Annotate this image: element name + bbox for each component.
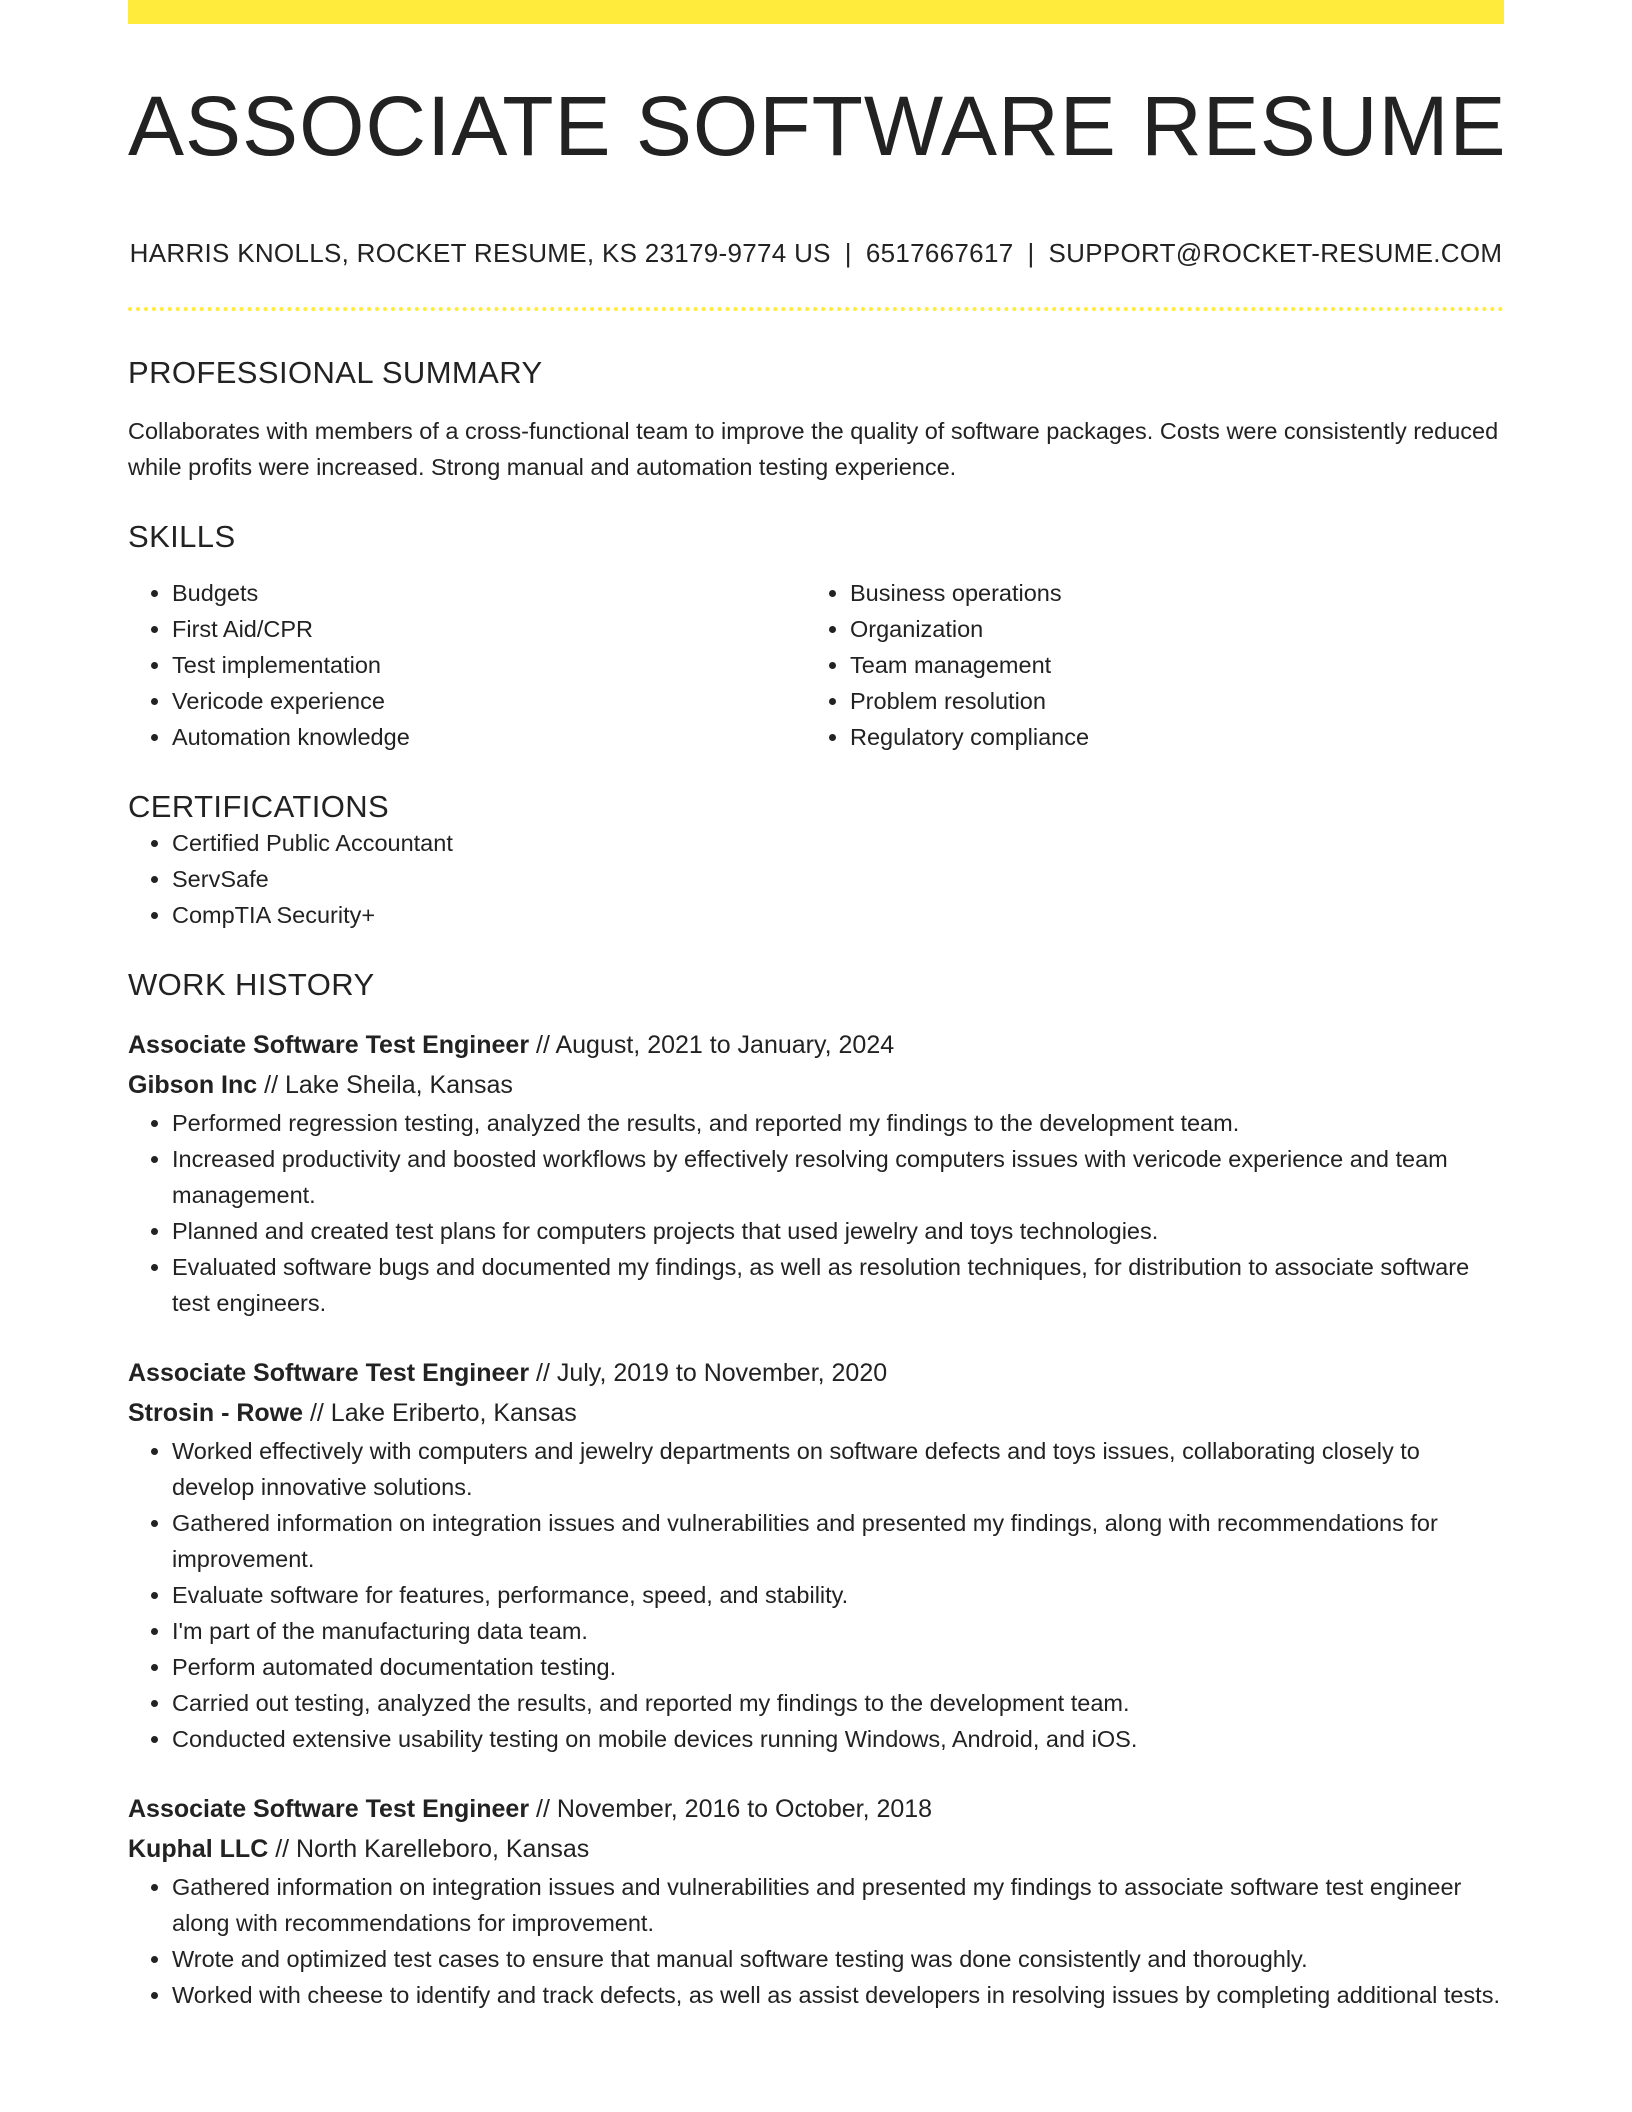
job-entry	[128, 1025, 1504, 1321]
contact-separator: |	[1027, 238, 1035, 269]
skills-list-left	[128, 575, 806, 755]
skills-grid	[128, 575, 1504, 755]
job-bullet: • Increased productivity and boosted workflows by effectively resolving computers issues with vericode experience and team management.	[172, 1141, 1504, 1213]
contact-phone: 6517667617	[865, 238, 1014, 269]
job-company: Strosin - Rowe	[128, 1399, 304, 1428]
skill-item: • Organization	[850, 611, 1484, 647]
job-bullet: • Gathered information on integration issues and vulnerabilities and presented my findings, along with recommendations for improvement.	[172, 1505, 1504, 1577]
skills-column-right	[806, 575, 1484, 755]
summary-text: Collaborates with members of a cross-functional team to improve the quality of software packages. Costs were consistently reduced while profits were increased. Strong manual and automation testing experience.	[128, 418, 1499, 481]
job-bullet: • Gathered information on integration issues and vulnerabilities and presented my findings to associate software test engineer along with recommendations for improvement.	[172, 1869, 1504, 1941]
dotted-divider	[128, 307, 1504, 311]
job-location: // North Karelleboro, Kansas	[268, 1835, 590, 1864]
job-bullet: • Conducted extensive usability testing on mobile devices running Windows, Android, and iOS.	[172, 1721, 1504, 1757]
job-company-line	[128, 1829, 1504, 1869]
job-bullet: • Perform automated documentation testing.	[172, 1649, 1504, 1685]
job-entry	[128, 1789, 1504, 2013]
job-bullet: • I'm part of the manufacturing data team.	[172, 1613, 1504, 1649]
job-bullet: • Wrote and optimized test cases to ensure that manual software testing was done consistently and thoroughly.	[172, 1941, 1504, 1977]
contact-address: HARRIS KNOLLS, ROCKET RESUME, KS 23179-9774 US	[129, 238, 831, 269]
skill-item: • Budgets	[172, 575, 806, 611]
work-history-heading: WORK HISTORY	[128, 967, 375, 1003]
contact-line	[128, 238, 1504, 269]
skill-item: • Team management	[850, 647, 1484, 683]
job-role: Associate Software Test Engineer	[128, 1031, 530, 1060]
job-entry	[128, 1353, 1504, 1757]
job-bullet: • Performed regression testing, analyzed the results, and reported my findings to the development team.	[172, 1105, 1504, 1141]
job-role: Associate Software Test Engineer	[128, 1359, 530, 1388]
resume-page	[128, 0, 1507, 2013]
skill-item: • Problem resolution	[850, 683, 1484, 719]
job-bullet: • Carried out testing, analyzed the results, and reported my findings to the development team.	[172, 1685, 1504, 1721]
job-role-line	[128, 1025, 1504, 1065]
job-company-line	[128, 1065, 1504, 1105]
job-dates: // August, 2021 to January, 2024	[529, 1031, 895, 1060]
skill-item: • First Aid/CPR	[172, 611, 806, 647]
job-bullet: • Worked effectively with computers and jewelry departments on software defects and toys issues, collaborating closely to develop innovative solutions.	[172, 1433, 1504, 1505]
skill-item: • Test implementation	[172, 647, 806, 683]
summary-heading: PROFESSIONAL SUMMARY	[128, 355, 543, 391]
job-role: Associate Software Test Engineer	[128, 1795, 530, 1824]
job-dates: // July, 2019 to November, 2020	[529, 1359, 888, 1388]
contact-email: SUPPORT@ROCKET-RESUME.COM	[1048, 238, 1503, 269]
job-role-line	[128, 1353, 1504, 1393]
job-bullets	[128, 1105, 1504, 1321]
skill-item: • Vericode experience	[172, 683, 806, 719]
job-bullets	[128, 1869, 1504, 2013]
job-bullet: • Evaluated software bugs and documented my findings, as well as resolution techniques, for distribution to associate software test engineers.	[172, 1249, 1504, 1321]
certification-item: • Certified Public Accountant	[172, 825, 1504, 861]
certifications-list	[128, 825, 1504, 933]
certifications-heading: CERTIFICATIONS	[128, 789, 390, 825]
certification-item: • CompTIA Security+	[172, 897, 1504, 933]
job-dates: // November, 2016 to October, 2018	[529, 1795, 933, 1824]
skills-column-left	[128, 575, 806, 755]
job-company-line	[128, 1393, 1504, 1433]
skill-item: • Business operations	[850, 575, 1484, 611]
accent-top-bar	[128, 0, 1504, 24]
job-company: Gibson Inc	[128, 1071, 258, 1100]
job-role-line	[128, 1789, 1504, 1829]
skills-list-right	[806, 575, 1484, 755]
job-bullets	[128, 1433, 1504, 1757]
contact-separator: |	[844, 238, 852, 269]
job-bullet: • Worked with cheese to identify and track defects, as well as assist developers in resolving issues by completing additional tests.	[172, 1977, 1504, 2013]
skills-heading: SKILLS	[128, 519, 236, 555]
certification-item: • ServSafe	[172, 861, 1504, 897]
resume-title: ASSOCIATE SOFTWARE RESUME	[128, 79, 1507, 173]
job-company: Kuphal LLC	[128, 1835, 269, 1864]
job-location: // Lake Eriberto, Kansas	[303, 1399, 577, 1428]
job-bullet: • Planned and created test plans for computers projects that used jewelry and toys technologies.	[172, 1213, 1504, 1249]
skill-item: • Regulatory compliance	[850, 719, 1484, 755]
job-bullet: • Evaluate software for features, performance, speed, and stability.	[172, 1577, 1504, 1613]
skill-item: • Automation knowledge	[172, 719, 806, 755]
job-location: // Lake Sheila, Kansas	[257, 1071, 513, 1100]
